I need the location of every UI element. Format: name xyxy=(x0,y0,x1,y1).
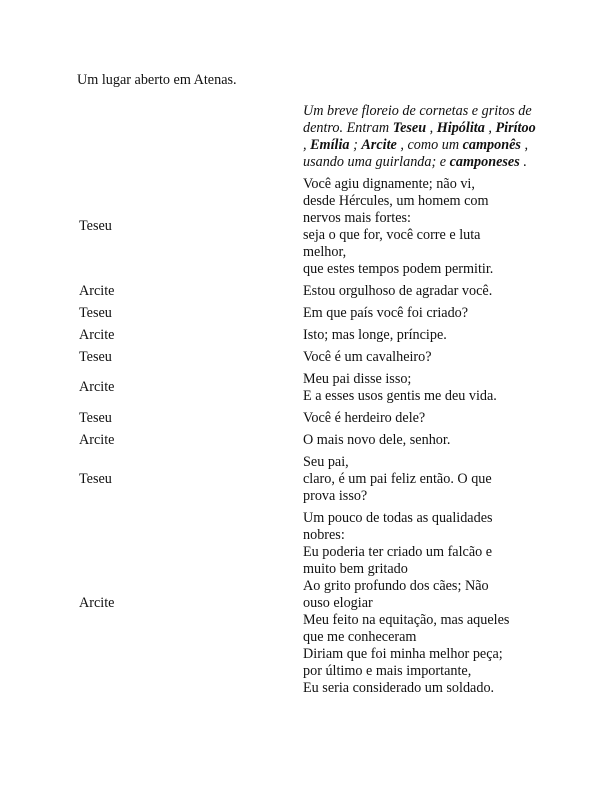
dialogue-line: Um pouco de todas as qualidades xyxy=(303,509,493,526)
speaker-name: Teseu xyxy=(79,218,112,234)
dialogue-row xyxy=(75,430,555,450)
dialogue-row xyxy=(75,281,555,301)
stage-direction-text: ; xyxy=(349,136,362,153)
stage-direction-text: , usando uma guirlanda; e xyxy=(303,136,529,170)
speaker-name: Arcite xyxy=(79,379,115,395)
dialogue-text xyxy=(303,432,538,449)
speaker-name: Arcite xyxy=(79,282,115,299)
dialogue-line: nervos mais fortes: xyxy=(303,209,411,226)
dialogue-row xyxy=(75,303,555,323)
dialogue-line: Ao grito profundo dos cães; Não xyxy=(303,577,489,594)
dialogue-line: Isto; mas longe, príncipe. xyxy=(303,326,447,343)
dialogue-row xyxy=(75,347,555,367)
speaker-name: Arcite xyxy=(79,326,115,343)
dialogue-line: Eu seria considerado um soldado. xyxy=(303,679,495,696)
dialogue-line: que estes tempos podem permitir. xyxy=(303,260,494,277)
dialogue-line: E a esses usos gentis me deu vida. xyxy=(303,387,497,404)
dialogue-line: que me conheceram xyxy=(303,628,417,645)
stage-direction-character: Emília xyxy=(310,136,350,153)
dialogue-text xyxy=(303,349,538,366)
dialogue-line: muito bem gritado xyxy=(303,560,408,577)
dialogue-text xyxy=(303,283,538,300)
speaker-name: Teseu xyxy=(79,409,112,426)
dialogue-line: Você é um cavalheiro? xyxy=(303,348,432,365)
stage-direction-text: Um breve floreio de cornetas e gritos de dentro. Entram xyxy=(303,102,532,136)
stage-direction-text: . xyxy=(519,153,527,170)
dialogue-line: Diriam que foi minha melhor peça; xyxy=(303,645,503,662)
dialogue-line: Seu pai, xyxy=(303,453,349,470)
speaker-name: Teseu xyxy=(79,304,112,321)
speaker-name: Teseu xyxy=(79,470,112,487)
dialogue-line: prova isso? xyxy=(303,487,368,504)
dialogue-line: por último e mais importante, xyxy=(303,662,472,679)
stage-direction-text: , xyxy=(303,136,311,153)
stage-direction-character: Hipólita xyxy=(436,119,485,136)
stage-direction-text: , xyxy=(484,119,496,136)
dialogue-line: seja o que for, você corre e luta xyxy=(303,226,481,243)
dialogue-text xyxy=(303,410,538,427)
dialogue-line: Em que país você foi criado? xyxy=(303,304,469,321)
stage-direction-character: Arcite xyxy=(361,136,397,153)
dialogue-row xyxy=(75,452,555,506)
dialogue-row xyxy=(75,508,555,698)
dialogue-text xyxy=(303,454,538,505)
stage-direction-character: camponês xyxy=(462,136,521,153)
dialogue-text xyxy=(303,371,538,405)
dialogue-line: claro, é um pai feliz então. O que xyxy=(303,470,492,487)
dialogue-line: ouso elogiar xyxy=(303,594,373,611)
dialogue-text xyxy=(303,327,538,344)
dialogue-line: desde Hércules, um homem com xyxy=(303,192,489,209)
dialogue-text xyxy=(303,510,538,697)
dialogue-line: Você é herdeiro dele? xyxy=(303,409,426,426)
stage-direction-row xyxy=(75,101,555,172)
dialogue-row xyxy=(75,369,555,406)
dialogue-line: nobres: xyxy=(303,526,345,543)
speaker-name: Arcite xyxy=(79,594,115,611)
dialogue-line: Meu pai disse isso; xyxy=(303,370,412,387)
stage-direction-character: camponeses xyxy=(449,153,520,170)
dialogue-row xyxy=(75,325,555,345)
speaker-name: Teseu xyxy=(79,348,112,365)
stage-direction-text: , xyxy=(426,119,437,136)
dialogue-text xyxy=(303,305,538,322)
dialogue-table xyxy=(75,101,555,698)
dialogue-line: Estou orgulhoso de agradar você. xyxy=(303,282,493,299)
dialogue-line: Meu feito na equitação, mas aqueles xyxy=(303,611,510,628)
stage-direction xyxy=(303,103,538,171)
dialogue-line: melhor, xyxy=(303,243,347,260)
stage-direction-character: Pirítoo xyxy=(495,119,536,136)
dialogue-text xyxy=(303,176,538,278)
dialogue-line: O mais novo dele, senhor. xyxy=(303,431,451,448)
dialogue-row xyxy=(75,408,555,428)
scene-heading: Um lugar aberto em Atenas. xyxy=(77,72,237,88)
dialogue-line: Você agiu dignamente; não vi, xyxy=(303,175,475,192)
dialogue-line: Eu poderia ter criado um falcão e xyxy=(303,543,493,560)
speaker-name: Arcite xyxy=(79,431,115,448)
stage-direction-text: , como um xyxy=(396,136,463,153)
stage-direction-character: Teseu xyxy=(392,119,427,136)
dialogue-row xyxy=(75,174,555,279)
